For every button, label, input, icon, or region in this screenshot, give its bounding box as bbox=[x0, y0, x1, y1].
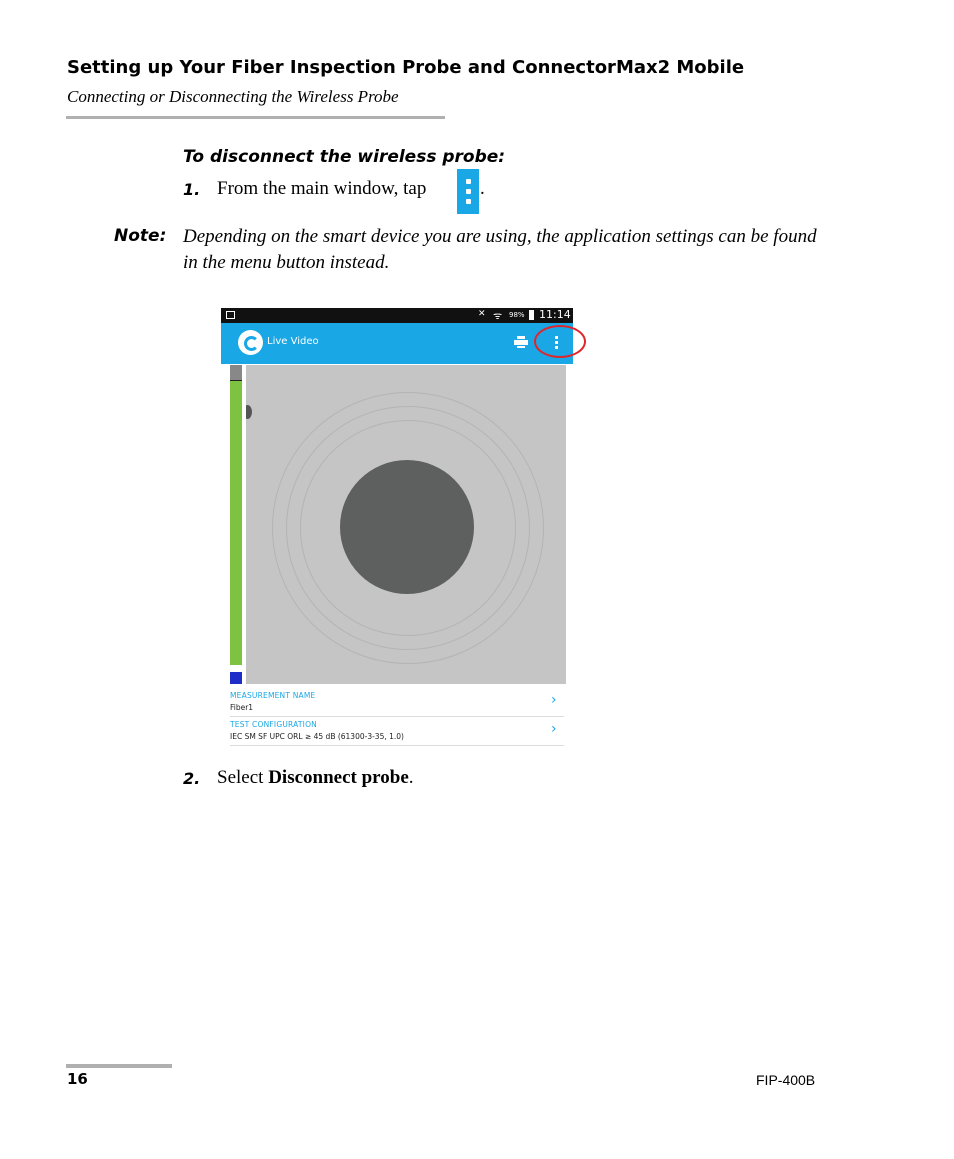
app-title: Live Video bbox=[267, 336, 319, 347]
gallery-icon bbox=[226, 311, 235, 319]
step-1-number: 1. bbox=[183, 180, 201, 199]
document-code: FIP-400B bbox=[756, 1072, 816, 1088]
measurement-name-label: MEASUREMENT NAME bbox=[230, 691, 316, 700]
battery-icon bbox=[529, 310, 534, 320]
battery-percent: 98% bbox=[509, 311, 525, 319]
step-2-text bbox=[217, 767, 414, 789]
fiber-core bbox=[340, 460, 474, 594]
note-text: Depending on the smart device you are using, the application settings can be found in the menu button instead. bbox=[183, 226, 817, 273]
quality-bar bbox=[230, 381, 242, 665]
chevron-right-icon[interactable]: › bbox=[551, 692, 557, 708]
step-2-suffix: . bbox=[408, 767, 414, 788]
step-2-number: 2. bbox=[183, 769, 201, 788]
procedure-title: To disconnect the wireless probe: bbox=[183, 147, 506, 167]
print-icon[interactable] bbox=[514, 336, 528, 348]
page-header-title: Setting up Your Fiber Inspection Probe and ConnectorMax2 Mobile bbox=[67, 57, 745, 78]
quality-bar-top bbox=[230, 365, 242, 380]
mute-icon: ✕ bbox=[478, 309, 486, 319]
vertical-ellipsis-menu-icon bbox=[457, 169, 479, 214]
app-bar bbox=[221, 323, 573, 364]
footer-divider bbox=[66, 1064, 172, 1068]
page-number: 16 bbox=[67, 1070, 88, 1088]
step-2-prefix: Select bbox=[217, 767, 269, 788]
highlight-circle bbox=[534, 325, 586, 358]
chevron-right-icon[interactable]: › bbox=[551, 721, 557, 737]
status-bar bbox=[221, 308, 573, 323]
app-screenshot bbox=[221, 308, 573, 749]
step-1-text: From the main window, tap bbox=[217, 178, 427, 199]
measurement-name-value: Fiber1 bbox=[230, 703, 254, 712]
test-configuration-label: TEST CONFIGURATION bbox=[230, 720, 317, 729]
note-label: Note: bbox=[114, 226, 167, 246]
wifi-icon: ᯤ bbox=[493, 311, 503, 322]
page-header-subtitle: Connecting or Disconnecting the Wireless Probe bbox=[67, 87, 399, 106]
fiber-image bbox=[246, 365, 566, 684]
header-divider bbox=[66, 116, 445, 119]
test-configuration-value: IEC SM SF UPC ORL ≥ 45 dB (61300-3-35, 1.0) bbox=[230, 732, 404, 741]
status-time: 11:14 bbox=[539, 308, 571, 321]
app-logo-icon bbox=[238, 330, 263, 355]
step-1-period: . bbox=[480, 178, 485, 199]
probe-battery-icon bbox=[230, 672, 242, 684]
step-2-emphasis: Disconnect probe bbox=[268, 767, 409, 788]
